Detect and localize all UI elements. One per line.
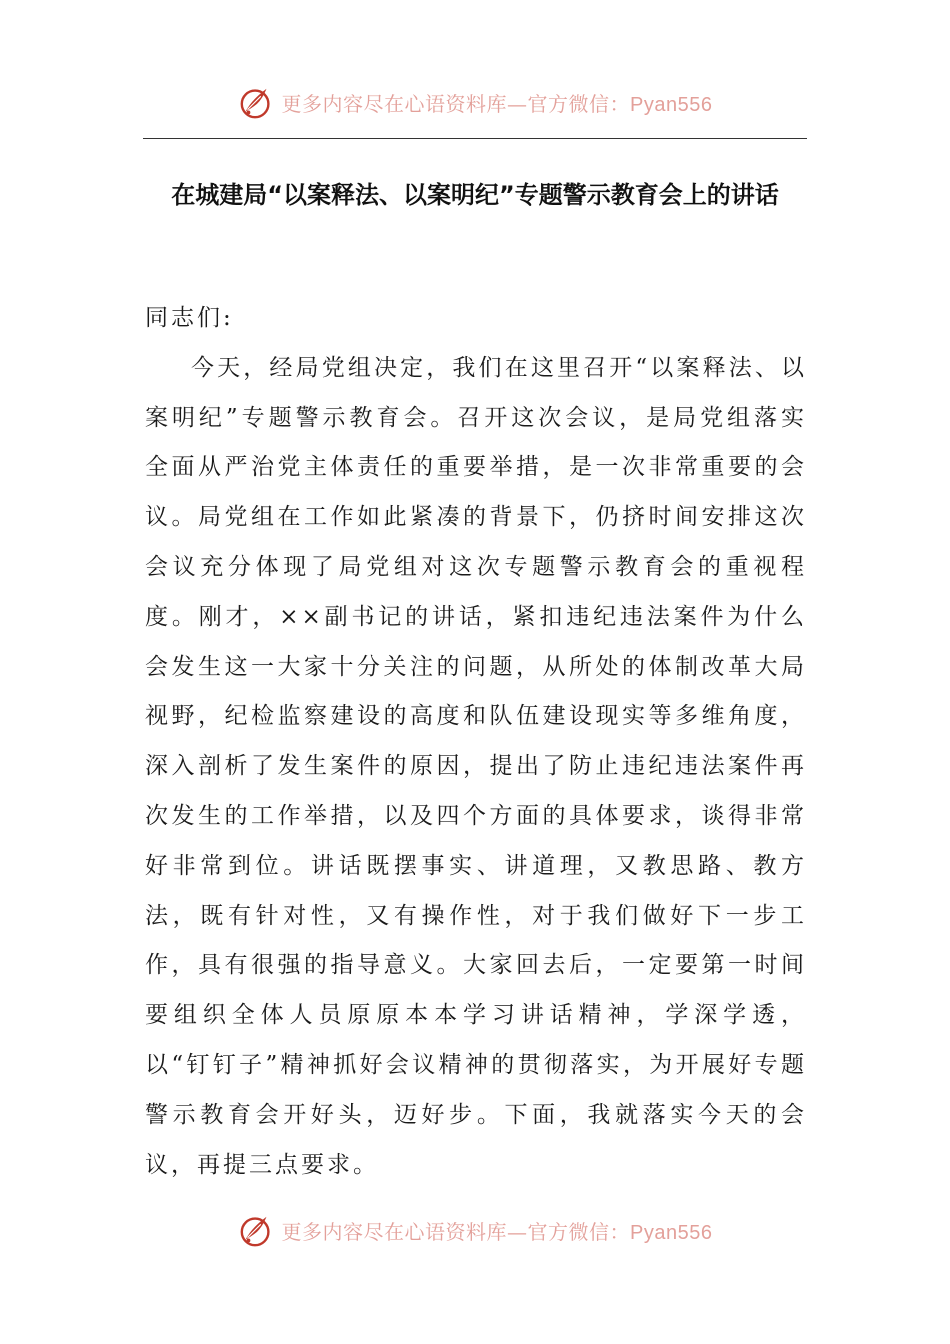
header-divider — [143, 138, 807, 139]
header-banner — [0, 80, 950, 124]
document-title: 在城建局“以案释法、以案明纪”专题警示教育会上的讲话 — [171, 181, 779, 209]
header-banner-text — [282, 88, 713, 117]
quill-logo-icon — [238, 83, 276, 121]
footer-banner-wechat: Pyan556 — [630, 1221, 713, 1244]
quill-logo-icon — [238, 1211, 276, 1249]
paragraph-1: 今天，经局党组决定，我们在这里召开“以案释法、以案明纪”专题警示教育会。召开这次会议，是局党组落实全面从严治党主体责任的重要举措，是一次非常重要的会议。局党组在工作如此紧凑的背景下，仍挤时间安排这次会议充分体现了局党组对这次专题警示教育会的重视程度。刚才，××副书记的讲话，紧扣违纪违法案件为什么会发生这一大家十分关注的问题，从所处的体制改革大局视野，纪检监察建设的高度和队伍建设现实等多维角度，深入剖析了发生案件的原因，提出了防止违纪违法案件再次发生的工作举措，以及四个方面的具体要求，谈得非常好非常到位。讲话既摆事实、讲道理，又教思路、教方法，既有针对性，又有操作性，对于我们做好下一步工作，具有很强的指导意义。大家回去后，一定要第一时间要组织全体人员原原本本学习讲话精神，学深学透，以“钉钉子”精神抓好会议精神的贯彻落实，为开展好专题警示教育会开好头，迈好步。下面，我就落实今天的会议，再提三点要求。 — [145, 354, 807, 1178]
footer-banner — [0, 1208, 950, 1252]
footer-banner-main: 更多内容尽在心语资料库—官方微信： — [281, 1219, 631, 1244]
header-banner-wechat: Pyan556 — [630, 93, 713, 116]
document-body — [145, 294, 807, 1190]
footer-banner-text — [282, 1216, 713, 1245]
header-banner-main: 更多内容尽在心语资料库—官方微信： — [281, 91, 631, 116]
salutation: 同志们: — [145, 305, 234, 331]
